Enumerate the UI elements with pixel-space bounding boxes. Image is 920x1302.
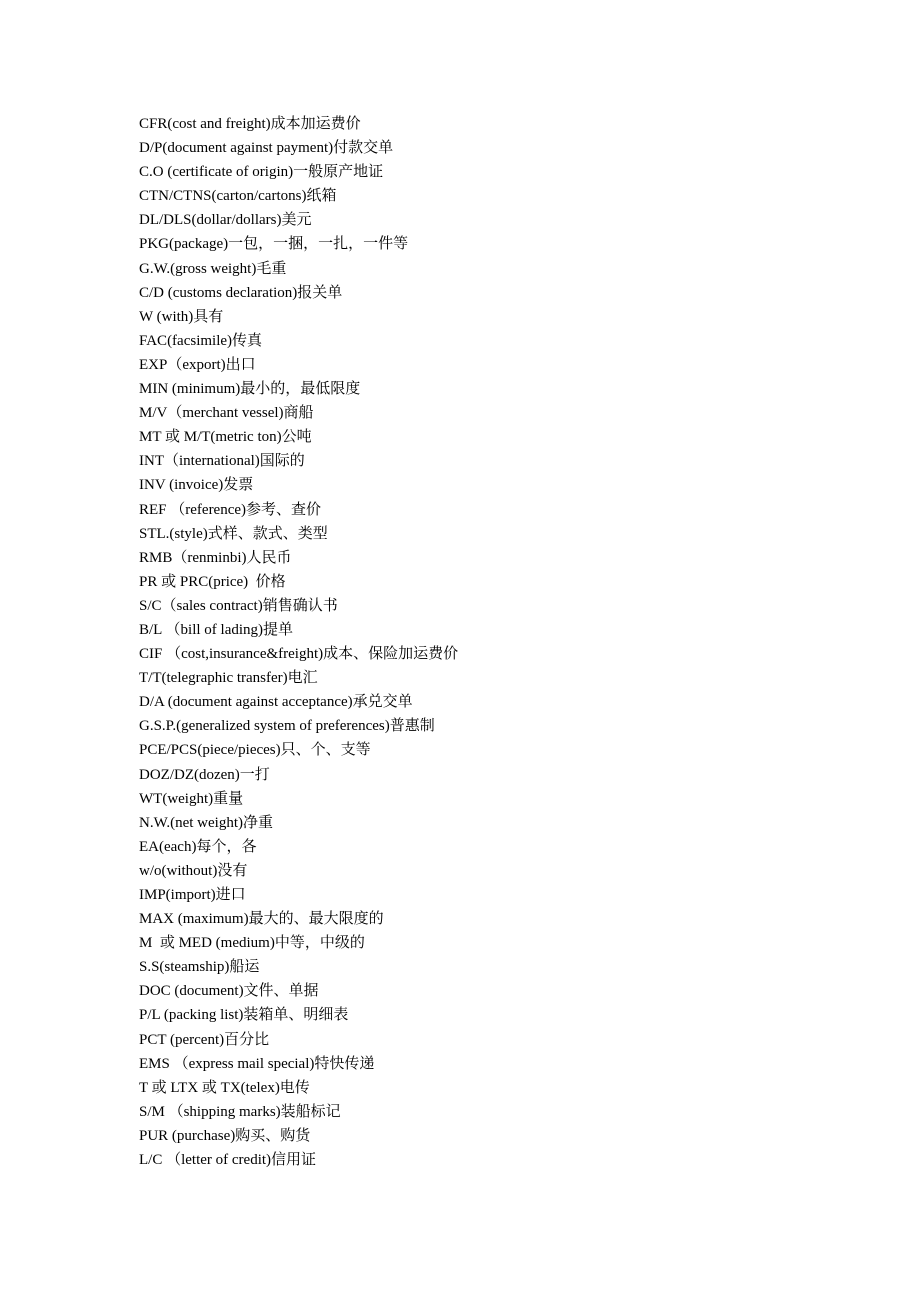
abbreviation-entry: EMS （express mail special)特快传递 bbox=[139, 1055, 375, 1072]
abbreviation-entry: IMP(import)进口 bbox=[139, 887, 246, 903]
abbreviation-entry: C/D (customs declaration)报关单 bbox=[139, 284, 343, 301]
abbreviation-entry: P/L (packing list)装箱单、明细表 bbox=[139, 1007, 349, 1024]
abbreviation-entry: M 或 MED (medium)中等，中级的 bbox=[139, 935, 365, 952]
abbreviation-entry: MAX (maximum)最大的、最大限度的 bbox=[139, 911, 384, 928]
abbreviation-entry: MT 或 M/T(metric ton)公吨 bbox=[139, 429, 312, 446]
abbreviation-entry: INV (invoice)发票 bbox=[139, 477, 254, 494]
abbreviation-entry: INT（international)国际的 bbox=[139, 453, 305, 470]
abbreviation-entry: PKG(package)一包，一捆，一扎，一件等 bbox=[139, 236, 409, 253]
abbreviation-entry: CTN/CTNS(carton/cartons)纸箱 bbox=[139, 188, 337, 205]
abbreviation-entry: REF （reference)参考、查价 bbox=[139, 501, 322, 518]
abbreviation-entry: S.S(steamship)船运 bbox=[139, 959, 260, 976]
abbreviation-entry: T 或 LTX 或 TX(telex)电传 bbox=[139, 1079, 310, 1096]
abbreviation-entry: PUR (purchase)购买、购货 bbox=[139, 1127, 311, 1144]
abbreviation-entry: PCE/PCS(piece/pieces)只、个、支等 bbox=[139, 742, 371, 759]
abbreviation-entry: W (with)具有 bbox=[139, 308, 224, 325]
abbreviation-entry: T/T(telegraphic transfer)电汇 bbox=[139, 670, 318, 687]
abbreviation-entry: D/P(document against payment)付款交单 bbox=[139, 140, 394, 157]
abbreviation-entry: EA(each)每个，各 bbox=[139, 838, 257, 855]
abbreviation-entry: CIF （cost,insurance&freight)成本、保险加运费价 bbox=[139, 646, 459, 663]
abbreviation-entry: D/A (document against acceptance)承兑交单 bbox=[139, 694, 413, 711]
abbreviation-entry: N.W.(net weight)净重 bbox=[139, 814, 274, 831]
abbreviation-entry: PCT (percent)百分比 bbox=[139, 1031, 270, 1048]
abbreviation-entry: S/C（sales contract)销售确认书 bbox=[139, 597, 338, 614]
abbreviation-entry: STL.(style)式样、款式、类型 bbox=[139, 525, 328, 542]
abbreviation-entry: PR 或 PRC(price) 价格 bbox=[139, 573, 286, 590]
abbreviation-entry: DOC (document)文件、单据 bbox=[139, 983, 319, 1000]
abbreviation-entry: RMB（renminbi)人民币 bbox=[139, 549, 292, 566]
abbreviation-entry: DL/DLS(dollar/dollars)美元 bbox=[139, 212, 312, 229]
abbreviation-entry: C.O (certificate of origin)一般原产地证 bbox=[139, 164, 384, 181]
abbreviation-entry: G.S.P.(generalized system of preferences)普惠制 bbox=[139, 718, 435, 735]
abbreviation-entry: S/M （shipping marks)装船标记 bbox=[139, 1103, 341, 1120]
abbreviation-entry: B/L （bill of lading)提单 bbox=[139, 621, 294, 638]
abbreviation-entry: DOZ/DZ(dozen)一打 bbox=[139, 766, 270, 783]
abbreviation-entry: L/C （letter of credit)信用证 bbox=[139, 1152, 317, 1169]
abbreviation-entry: M/V（merchant vessel)商船 bbox=[139, 405, 314, 422]
abbreviation-entry: FAC(facsimile)传真 bbox=[139, 332, 263, 349]
abbreviation-entry: w/o(without)没有 bbox=[139, 862, 248, 879]
abbreviation-entry: WT(weight)重量 bbox=[139, 790, 244, 807]
abbreviation-list bbox=[139, 112, 879, 1172]
abbreviation-entry: CFR(cost and freight)成本加运费价 bbox=[139, 116, 361, 132]
abbreviation-entry: MIN (minimum)最小的，最低限度 bbox=[139, 381, 361, 398]
abbreviation-entry: G.W.(gross weight)毛重 bbox=[139, 260, 287, 277]
abbreviation-entry: EXP（export)出口 bbox=[139, 356, 256, 373]
